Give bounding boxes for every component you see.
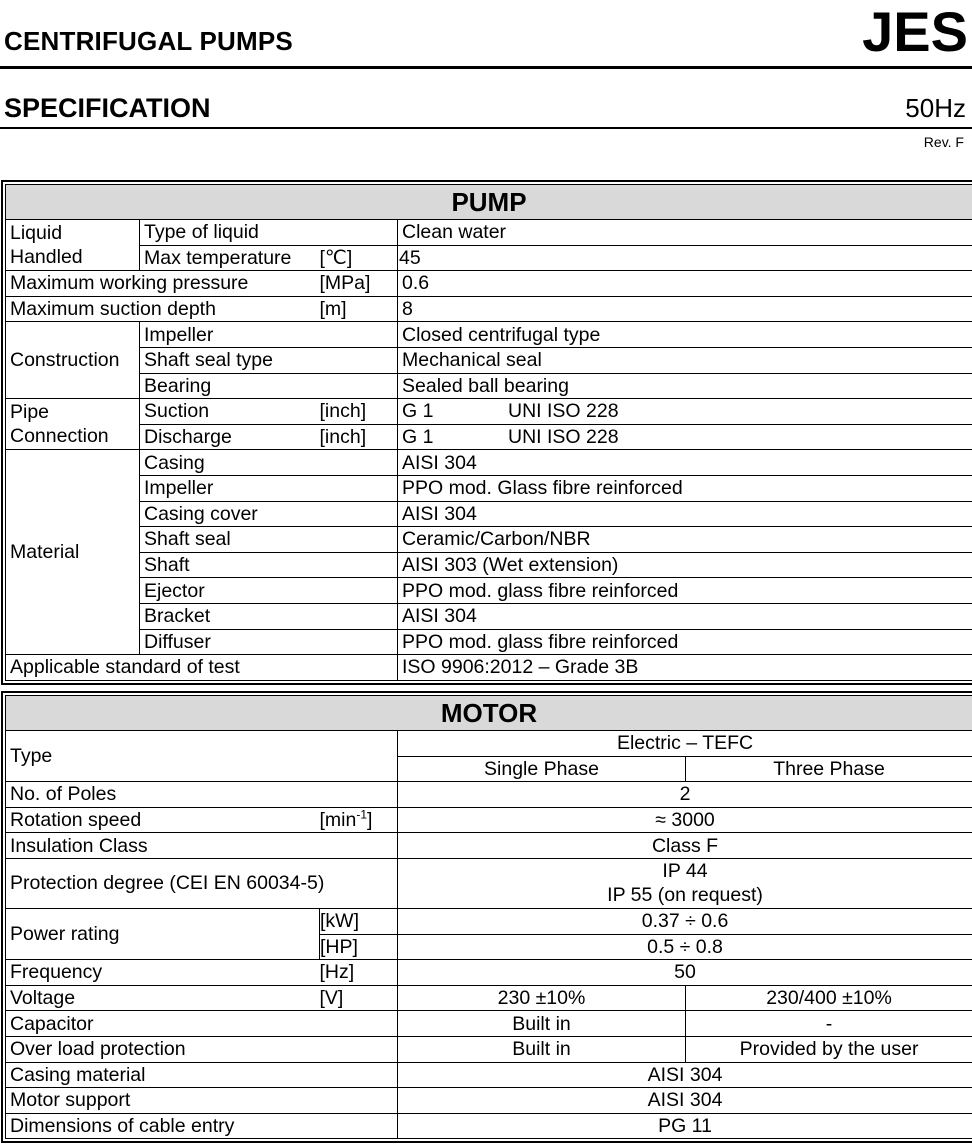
section-title: SPECIFICATION <box>4 93 211 123</box>
material-impeller-label: Impeller <box>140 475 398 501</box>
protection-degree-label: Protection degree (CEI EN 60034-5) <box>6 858 398 908</box>
pipe-connection-group: Pipe Connection <box>6 399 140 450</box>
casing-material-label: Casing material <box>6 1062 398 1088</box>
pump-table-title: PUMP <box>6 185 972 220</box>
insulation-class-value: Class F <box>398 833 972 859</box>
suction-unit: [inch] <box>320 399 398 425</box>
shaft-seal-type-value: Mechanical seal <box>398 347 972 373</box>
voltage-single-value: 230 ±10% <box>398 985 686 1011</box>
liquid-handled-group: Liquid Handled <box>6 220 140 271</box>
frequency-value: 50 <box>398 960 972 986</box>
impeller-type-value: Closed centrifugal type <box>398 322 972 348</box>
material-bracket-value: AISI 304 <box>398 603 972 629</box>
suction-label: Suction <box>140 399 320 425</box>
max-temperature-unit: [℃] <box>320 245 398 271</box>
frequency-row-label: Frequency <box>6 960 320 986</box>
power-hp-unit: [HP] <box>320 934 398 960</box>
suction-value: G 1 UNI ISO 228 <box>398 399 972 425</box>
protection-degree-value: IP 44 IP 55 (on request) <box>398 858 972 908</box>
poles-label: No. of Poles <box>6 782 398 808</box>
motor-spec-table <box>1 691 972 1143</box>
material-shaft-seal-label: Shaft seal <box>140 527 398 553</box>
max-pressure-value: 0.6 <box>398 271 972 297</box>
material-impeller-value: PPO mod. Glass fibre reinforced <box>398 475 972 501</box>
pump-spec-table <box>1 180 972 685</box>
cable-entry-value: PG 11 <box>398 1113 972 1139</box>
motor-support-label: Motor support <box>6 1088 398 1114</box>
power-hp-value: 0.5 ÷ 0.8 <box>398 934 972 960</box>
discharge-value: G 1 UNI ISO 228 <box>398 424 972 450</box>
overload-three-value: Provided by the user <box>686 1036 972 1062</box>
material-group: Material <box>6 450 140 655</box>
subheader-rule <box>0 127 972 129</box>
power-kw-value: 0.37 ÷ 0.6 <box>398 908 972 934</box>
power-rating-label: Power rating <box>6 908 320 959</box>
voltage-label: Voltage <box>6 985 320 1011</box>
motor-table-title: MOTOR <box>6 696 972 731</box>
frequency-label: 50Hz <box>905 93 966 123</box>
single-phase-header: Single Phase <box>398 756 686 782</box>
header-rule <box>0 66 972 69</box>
material-diffuser-label: Diffuser <box>140 629 398 655</box>
capacitor-label: Capacitor <box>6 1011 398 1037</box>
material-shaft-label: Shaft <box>140 552 398 578</box>
max-temperature-value: 45 <box>398 245 972 271</box>
test-standard-label: Applicable standard of test <box>6 655 398 681</box>
material-shaft-seal-value: Ceramic/Carbon/NBR <box>398 527 972 553</box>
poles-value: 2 <box>398 782 972 808</box>
max-pressure-label: Maximum working pressure <box>6 271 320 297</box>
document-category: CENTRIFUGAL PUMPS <box>4 26 293 56</box>
discharge-unit: [inch] <box>320 424 398 450</box>
rotation-speed-label: Rotation speed <box>6 807 320 833</box>
bearing-value: Sealed ball bearing <box>398 373 972 399</box>
three-phase-header: Three Phase <box>686 756 972 782</box>
impeller-type-label: Impeller <box>140 322 398 348</box>
voltage-three-value: 230/400 ±10% <box>686 985 972 1011</box>
motor-type-label: Type <box>6 731 398 782</box>
max-pressure-unit: [MPa] <box>320 271 398 297</box>
capacitor-three-value: - <box>686 1011 972 1037</box>
max-temperature-label: Max temperature <box>140 245 320 271</box>
revision-label: Rev. F <box>923 134 964 150</box>
bearing-label: Bearing <box>140 373 398 399</box>
rotation-speed-unit: $[\min^{-1}]$ <box>320 807 398 833</box>
overload-single-value: Built in <box>398 1036 686 1062</box>
max-suction-unit: [m] <box>320 296 398 322</box>
material-ejector-value: PPO mod. glass fibre reinforced <box>398 578 972 604</box>
material-shaft-value: AISI 303 (Wet extension) <box>398 552 972 578</box>
max-suction-value: 8 <box>398 296 972 322</box>
material-casing-label: Casing <box>140 450 398 476</box>
overload-label: Over load protection <box>6 1036 398 1062</box>
type-of-liquid-value: Clean water <box>398 220 972 246</box>
material-casing-cover-label: Casing cover <box>140 501 398 527</box>
type-of-liquid-label: Type of liquid <box>140 220 398 246</box>
insulation-class-label: Insulation Class <box>6 833 398 859</box>
power-kw-unit: [kW] <box>320 908 398 934</box>
motor-support-value: AISI 304 <box>398 1088 972 1114</box>
model-name: JES <box>862 0 968 63</box>
frequency-unit: [Hz] <box>320 960 398 986</box>
motor-type-value: Electric – TEFC <box>398 731 972 757</box>
construction-group: Construction <box>6 322 140 399</box>
shaft-seal-type-label: Shaft seal type <box>140 347 398 373</box>
max-suction-label: Maximum suction depth <box>6 296 320 322</box>
capacitor-single-value: Built in <box>398 1011 686 1037</box>
casing-material-value: AISI 304 <box>398 1062 972 1088</box>
material-casing-value: AISI 304 <box>398 450 972 476</box>
rotation-speed-value: ≈ 3000 <box>398 807 972 833</box>
cable-entry-label: Dimensions of cable entry <box>6 1113 398 1139</box>
material-ejector-label: Ejector <box>140 578 398 604</box>
material-bracket-label: Bracket <box>140 603 398 629</box>
discharge-label: Discharge <box>140 424 320 450</box>
voltage-unit: [V] <box>320 985 398 1011</box>
material-diffuser-value: PPO mod. glass fibre reinforced <box>398 629 972 655</box>
test-standard-value: ISO 9906:2012 – Grade 3B <box>398 655 972 681</box>
material-casing-cover-value: AISI 304 <box>398 501 972 527</box>
